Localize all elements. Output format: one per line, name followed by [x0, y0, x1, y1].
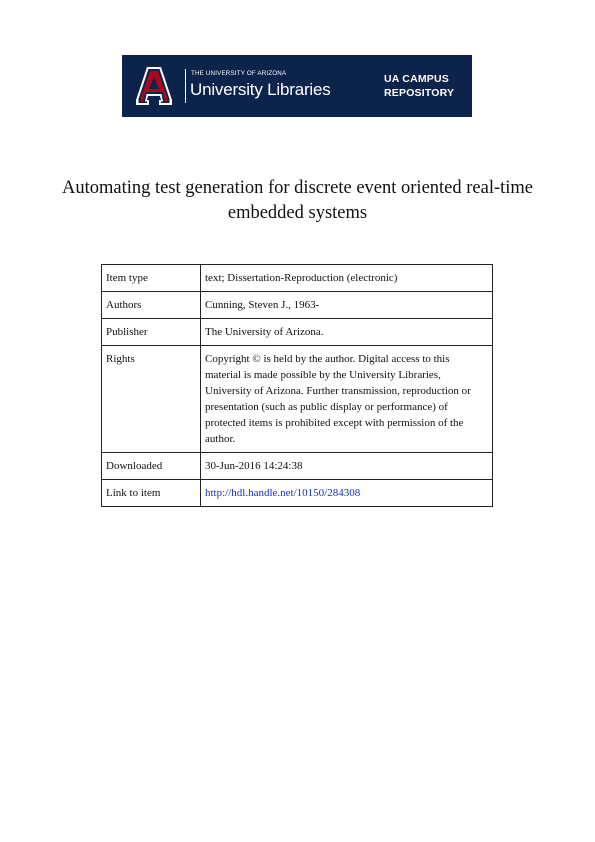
banner-libraries-name: University Libraries [190, 80, 331, 99]
metadata-table [101, 264, 493, 507]
metadata-value-item-type: text; Dissertation-Reproduction (electronic) [201, 265, 493, 292]
metadata-value-rights: Copyright © is held by the author. Digital access to this material is made possible by the University Libraries, University of Arizona. Further transmission, reproduction or presentation (such as public display or performance) of protected items is prohibited except with permission of the author. [201, 346, 493, 453]
metadata-label-authors: Authors [102, 292, 201, 319]
banner-university-name: THE UNIVERSITY OF ARIZONA [191, 70, 287, 77]
metadata-label-publisher: Publisher [102, 319, 201, 346]
table-row [102, 480, 493, 507]
table-row [102, 319, 493, 346]
metadata-label-downloaded: Downloaded [102, 453, 201, 480]
table-row [102, 292, 493, 319]
ua-campus-repository-banner [122, 55, 472, 117]
university-of-arizona-a-logo-icon [135, 66, 173, 106]
document-title: Automating test generation for discrete event oriented real-time embedded systems [61, 178, 534, 223]
table-row [102, 453, 493, 480]
metadata-value-downloaded: 30-Jun-2016 14:24:38 [201, 453, 493, 480]
banner-repo-line-2: REPOSITORY [384, 87, 455, 99]
metadata-value-publisher: The University of Arizona. [201, 319, 493, 346]
metadata-label-rights: Rights [102, 346, 201, 453]
table-row [102, 346, 493, 453]
metadata-value-authors: Cunning, Steven J., 1963- [201, 292, 493, 319]
metadata-label-item-type: Item type [102, 265, 201, 292]
banner-divider [185, 69, 186, 103]
item-link[interactable]: http://hdl.handle.net/10150/284308 [205, 487, 361, 499]
metadata-value-link-cell [201, 480, 493, 507]
table-row [102, 265, 493, 292]
metadata-label-link: Link to item [102, 480, 201, 507]
banner-repo-line-1: UA CAMPUS [384, 73, 449, 85]
banner-repository-name [384, 72, 454, 100]
